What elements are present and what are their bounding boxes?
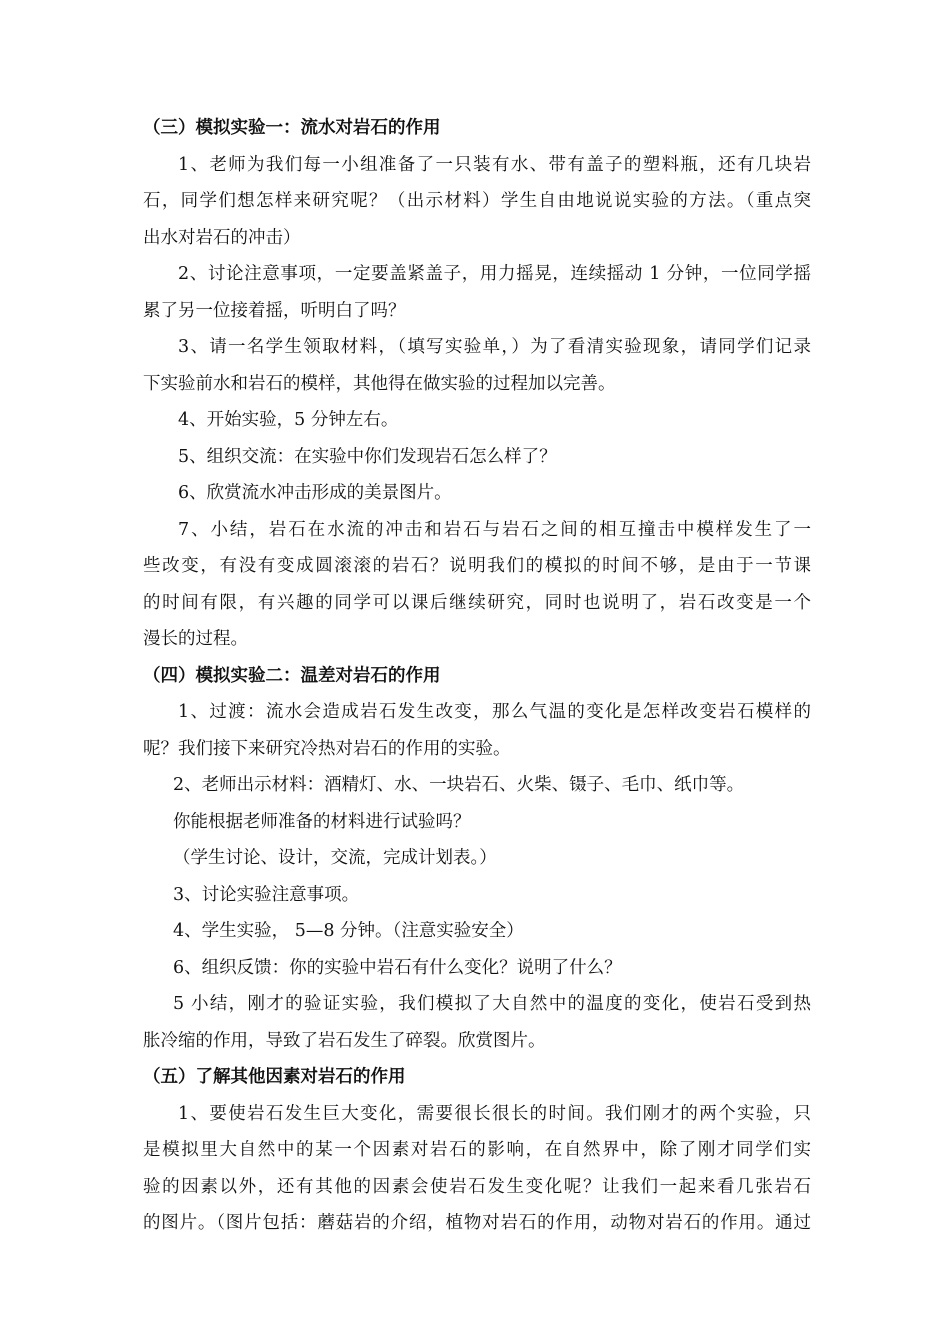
paragraph-line: 3、讨论实验注意事项。: [173, 884, 360, 905]
paragraph-line: 1、老师为我们每一小组准备了一只装有水、带有盖子的塑料瓶，还有几块岩: [178, 154, 811, 175]
paragraph-line: 你能根据老师准备的材料进行试验吗？: [173, 811, 471, 832]
paragraph-line: 2、讨论注意事项，一定要盖紧盖子，用力摇晃，连续摇动 1 分钟，一位同学摇: [178, 264, 811, 284]
paragraph-line: 出水对岩石的冲击）: [143, 227, 301, 248]
paragraph-line: 累了另一位接着摇，听明白了吗？: [143, 300, 406, 321]
paragraph-line: 下实验前水和岩石的模样，其他得在做实验的过程加以完善。: [143, 373, 616, 394]
paragraph-line: 石，同学们想怎样来研究呢？（出示材料）学生自由地说说实验的方法。（重点突: [143, 191, 811, 211]
paragraph-line: 呢？我们接下来研究冷热对岩石的作用的实验。: [143, 738, 511, 759]
paragraph-line: 5、组织交流：在实验中你们发现岩石怎么样了？: [178, 446, 557, 467]
paragraph-line: 1、过渡：流水会造成岩石发生改变，那么气温的变化是怎样改变岩石模样的: [178, 702, 811, 722]
paragraph-line: 的图片。（图片包括：蘑菇岩的介绍，植物对岩石的作用，动物对岩石的作用。通过: [143, 1213, 811, 1233]
paragraph-line: 验的因素以外，还有其他的因素会使岩石发生变化呢？让我们一起来看几张岩石: [143, 1176, 811, 1197]
paragraph-line: 4、开始实验，5 分钟左右。: [178, 410, 399, 430]
paragraph-line: 4、学生实验， 5—8 分钟。（注意实验安全）: [173, 921, 524, 941]
section-heading-4: （四）模拟实验二：温差对岩石的作用: [143, 665, 441, 686]
paragraph-line: 胀冷缩的作用，导致了岩石发生了碎裂。欣赏图片。: [143, 1030, 546, 1051]
paragraph-line: 6、欣赏流水冲击形成的美景图片。: [178, 483, 452, 503]
paragraph-line: 2、老师出示材料：酒精灯、水、一块岩石、火柴、镊子、毛巾、纸巾等。: [173, 775, 745, 795]
section-heading-5: （五）了解其他因素对岩石的作用: [143, 1067, 406, 1087]
paragraph-line: 7、小结，岩石在水流的冲击和岩石与岩石之间的相互撞击中模样发生了一: [178, 519, 811, 540]
paragraph-line: 3、请一名学生领取材料，（填写实验单，）为了看清实验现象，请同学们记录: [178, 337, 811, 357]
paragraph-line: 是模拟里大自然中的某一个因素对岩石的影响，在自然界中，除了刚才同学们实: [143, 1140, 811, 1160]
paragraph-line: 5 小结，刚才的验证实验，我们模拟了大自然中的温度的变化，使岩石受到热: [173, 994, 811, 1014]
paragraph-line: 6、组织反馈：你的实验中岩石有什么变化？说明了什么？: [173, 957, 622, 978]
paragraph-line: 些改变，有没有变成圆滚滚的岩石？说明我们的模拟的时间不够，是由于一节课: [143, 556, 811, 576]
paragraph-line: （学生讨论、设计，交流，完成计划表。）: [173, 848, 497, 868]
paragraph-line: 1、要使岩石发生巨大变化，需要很长很长的时间。我们刚才的两个实验，只: [178, 1103, 811, 1124]
document-body: [143, 110, 811, 1242]
section-heading-3: （三）模拟实验一：流水对岩石的作用: [143, 118, 441, 138]
paragraph-line: 漫长的过程。: [143, 629, 248, 649]
paragraph-line: 的时间有限，有兴趣的同学可以课后继续研究，同时也说明了，岩石改变是一个: [143, 592, 811, 613]
